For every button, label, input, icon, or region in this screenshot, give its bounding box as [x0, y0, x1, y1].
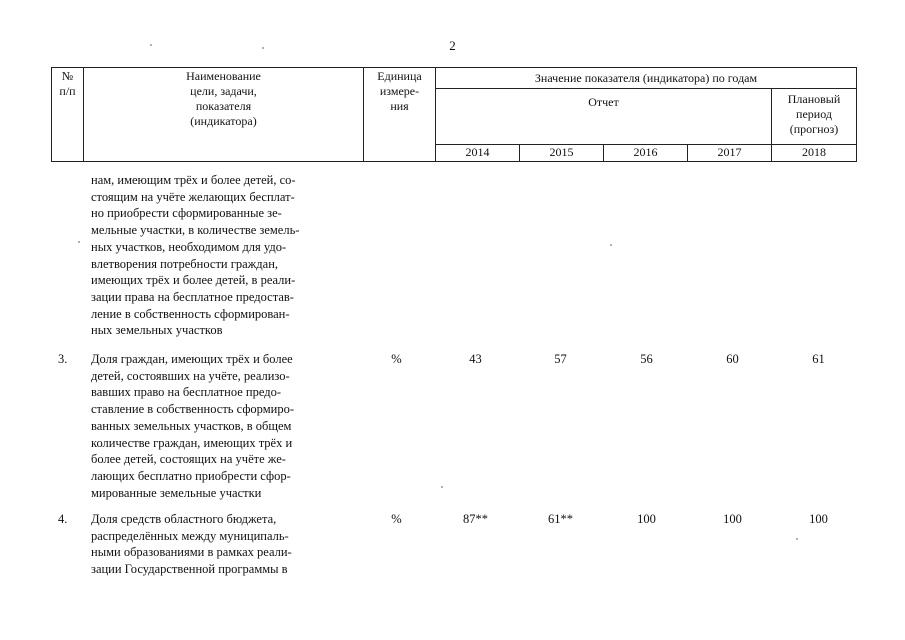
header-report-label: Отчет [588, 95, 619, 109]
header-name-label: Наименование цели, задачи, показателя (индикатора) [186, 69, 261, 128]
header-year: 2014 [436, 145, 520, 162]
header-year: 2017 [688, 145, 772, 162]
header-year: 2015 [520, 145, 604, 162]
row-name: нам, имеющим трёх и более детей, со- стоящим на учёте желающих бесплат- но приобрести сформированные зе- мельные участки, в количестве земель- ных участков, необходимом для удо- влетворения потребности граждан, имеющих трёх и более детей, в реали- зации права на бесплатное предостав- ление в собственность сформирован- ных земельных участков [91, 173, 300, 338]
row-value-2015: 57 [554, 352, 567, 366]
scan-speck [796, 538, 798, 540]
header-year: 2018 [772, 145, 857, 162]
row-value-2018: 100 [809, 512, 828, 526]
scan-speck [610, 244, 612, 246]
scan-speck [441, 486, 443, 488]
header-year: 2016 [604, 145, 688, 162]
header-plan-label: Плановый период (прогноз) [787, 92, 841, 136]
row-value-2014: 43 [469, 352, 482, 366]
scan-speck [78, 241, 80, 243]
row-number: 4. [58, 512, 68, 526]
row-unit: % [391, 512, 402, 526]
row-unit: % [391, 352, 402, 366]
row-value-2017: 100 [723, 512, 742, 526]
row-name: Доля граждан, имеющих трёх и более детей, состоявших на учёте, реализо- вавших право на бесплатное предо- ставление в собственность сформиро- ванных земельных участков, в общем количестве граждан, имеющих трёх и более детей, состоящих на учёте же- лающих бесплатно приобрести сфор- мированные земельные участки [91, 352, 295, 500]
row-number: 3. [58, 352, 68, 366]
row-value-2017: 60 [726, 352, 739, 366]
row-value-2014: 87** [463, 512, 488, 526]
header-unit-label: Единица измере- ния [377, 69, 422, 113]
header-values-label: Значение показателя (индикатора) по годам [534, 70, 758, 85]
row-value-2016: 56 [640, 352, 653, 366]
page-number: 2 [449, 38, 456, 53]
row-value-2016: 100 [637, 512, 656, 526]
scan-speck [150, 44, 152, 46]
header-number-label: № п/п [59, 69, 76, 98]
scan-speck [262, 47, 264, 49]
row-name: Доля средств областного бюджета, распределённых между муниципаль- ными образованиями в рамках реали- зации Государственной программы в [91, 512, 292, 577]
row-value-2018: 61 [812, 352, 825, 366]
row-value-2015: 61** [548, 512, 573, 526]
